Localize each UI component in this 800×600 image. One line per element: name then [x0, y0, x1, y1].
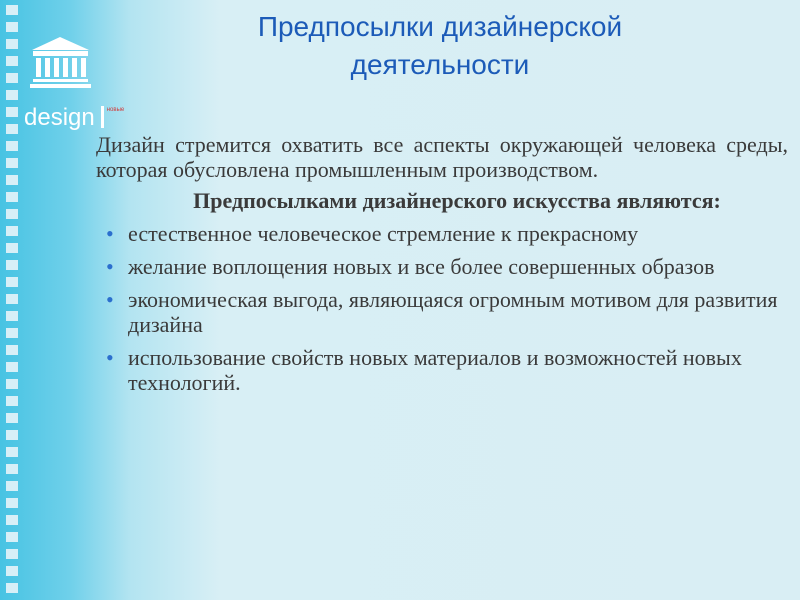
logo-divider — [101, 106, 104, 128]
list-item — [96, 254, 788, 279]
logo-small-text: новые — [106, 107, 125, 113]
intro-paragraph: Дизайн стремится охватить все аспекты окружающей человека среды, которая обусловлена промышленным производством. — [96, 132, 788, 182]
list-item-text: желание воплощения новых и все более совершенных образов — [128, 254, 715, 279]
logo-text: design — [24, 104, 95, 131]
bullet-icon: • — [106, 254, 114, 279]
list-item-text: использование свойств новых материалов и возможностей новых технологий. — [128, 345, 742, 395]
temple-icon — [28, 34, 93, 89]
slide-body — [96, 132, 788, 395]
bullet-icon: • — [106, 287, 114, 312]
list-item — [96, 287, 788, 337]
film-strip-decoration — [0, 0, 24, 600]
bullet-icon: • — [106, 345, 114, 370]
section-heading: Предпосылками дизайнерского искусства являются: — [193, 188, 721, 213]
list-item-text: естественное человеческое стремление к прекрасному — [128, 221, 639, 246]
list-item — [96, 221, 788, 246]
list-item-text: экономическая выгода, являющаяся огромным мотивом для развития дизайна — [128, 287, 778, 337]
list-item — [96, 345, 788, 395]
bullet-icon: • — [106, 221, 114, 246]
bullet-list — [96, 221, 788, 395]
slide-title: Предпосылки дизайнерской деятельности — [257, 11, 623, 80]
logo-wordmark — [24, 95, 125, 131]
